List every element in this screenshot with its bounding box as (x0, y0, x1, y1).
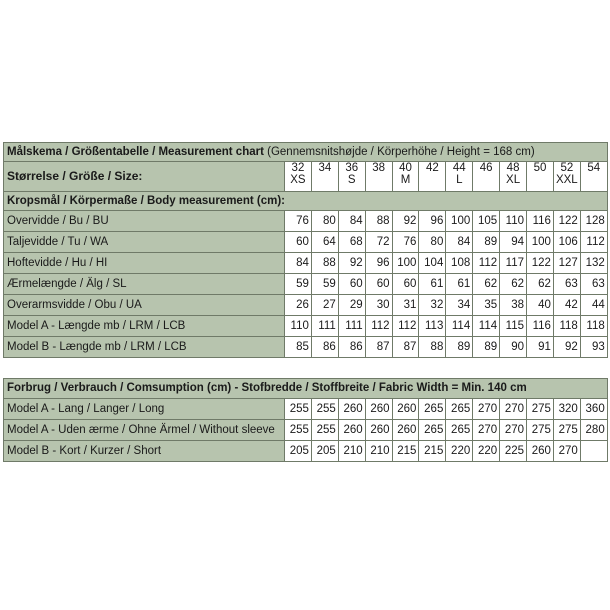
size-column-header (527, 162, 554, 192)
value-cell: 84 (338, 211, 365, 232)
value-cell: 280 (580, 420, 607, 441)
value-cell: 89 (473, 232, 500, 253)
value-cell: 210 (365, 441, 392, 462)
value-cell: 89 (473, 337, 500, 358)
value-cell: 88 (419, 337, 446, 358)
value-cell: 270 (500, 420, 527, 441)
size-column-header (285, 162, 312, 192)
size-number: 50 (533, 162, 547, 174)
value-cell: 118 (580, 316, 607, 337)
row-label: Hoftevidde / Hu / HI (4, 253, 285, 274)
value-cell: 112 (365, 316, 392, 337)
value-cell: 255 (311, 420, 338, 441)
value-cell: 84 (446, 232, 473, 253)
value-cell: 100 (527, 232, 554, 253)
measurement-table (3, 142, 608, 358)
value-cell: 42 (553, 295, 580, 316)
value-cell: 30 (365, 295, 392, 316)
value-cell: 128 (580, 211, 607, 232)
size-letter: XL (506, 174, 521, 186)
value-cell: 68 (338, 232, 365, 253)
value-cell: 105 (473, 211, 500, 232)
body-measurement-header: Kropsmål / Körpermaße / Body measurement (cm): (4, 192, 608, 211)
value-cell: 62 (527, 274, 554, 295)
value-cell: 111 (338, 316, 365, 337)
value-cell: 118 (553, 316, 580, 337)
value-cell: 112 (473, 253, 500, 274)
value-cell: 88 (311, 253, 338, 274)
size-column-header (553, 162, 580, 192)
value-cell: 260 (392, 399, 419, 420)
value-cell: 275 (527, 420, 554, 441)
value-cell: 220 (473, 441, 500, 462)
value-cell: 87 (392, 337, 419, 358)
value-cell: 93 (580, 337, 607, 358)
table-row (4, 337, 608, 358)
value-cell: 270 (500, 399, 527, 420)
value-cell: 132 (580, 253, 607, 274)
size-column-header (446, 162, 473, 192)
value-cell: 112 (392, 316, 419, 337)
value-cell: 59 (285, 274, 312, 295)
value-cell: 63 (580, 274, 607, 295)
table-row (4, 274, 608, 295)
value-cell: 215 (392, 441, 419, 462)
size-column-header (311, 162, 338, 192)
value-cell: 110 (285, 316, 312, 337)
value-cell: 92 (553, 337, 580, 358)
row-label: Model A - Længde mb / LRM / LCB (4, 316, 285, 337)
value-cell: 205 (311, 441, 338, 462)
measurement-title: Målskema / Größentabelle / Measurement chart (7, 145, 264, 158)
size-number: 52 (560, 162, 574, 174)
size-number: 42 (426, 162, 439, 174)
value-cell: 64 (311, 232, 338, 253)
value-cell: 86 (338, 337, 365, 358)
size-number: 38 (372, 162, 386, 174)
value-cell: 31 (392, 295, 419, 316)
value-cell: 60 (365, 274, 392, 295)
value-cell: 61 (419, 274, 446, 295)
value-cell: 62 (473, 274, 500, 295)
table-row (4, 399, 608, 420)
size-number: 48 (506, 162, 520, 174)
value-cell: 85 (285, 337, 312, 358)
row-label: Taljevidde / Tu / WA (4, 232, 285, 253)
height-note: (Gennemsnitshøjde / Körperhöhe / Height = 168 cm) (267, 145, 535, 158)
value-cell: 40 (527, 295, 554, 316)
value-cell: 92 (392, 211, 419, 232)
size-column-header (392, 162, 419, 192)
measurement-title-cell (4, 143, 608, 162)
value-cell: 255 (285, 399, 312, 420)
value-cell: 100 (392, 253, 419, 274)
value-cell: 92 (338, 253, 365, 274)
size-letter: M (400, 174, 411, 186)
value-cell: 63 (553, 274, 580, 295)
row-label: Model A - Uden ærme / Ohne Ärmel / Without sleeve (4, 420, 285, 441)
table-row (4, 253, 608, 274)
size-column-header (419, 162, 446, 192)
value-cell: 88 (365, 211, 392, 232)
row-label: Overarmsvidde / Obu / UA (4, 295, 285, 316)
value-cell: 104 (419, 253, 446, 274)
value-cell: 117 (500, 253, 527, 274)
value-cell: 122 (527, 253, 554, 274)
value-cell: 111 (311, 316, 338, 337)
value-cell: 60 (392, 274, 419, 295)
value-cell: 114 (446, 316, 473, 337)
size-number: 46 (479, 162, 493, 174)
value-cell: 110 (500, 211, 527, 232)
value-cell: 265 (419, 420, 446, 441)
value-cell: 115 (500, 316, 527, 337)
table-row (4, 232, 608, 253)
value-cell: 210 (338, 441, 365, 462)
size-column-header (365, 162, 392, 192)
value-cell: 26 (285, 295, 312, 316)
size-column-header (338, 162, 365, 192)
value-cell: 255 (311, 399, 338, 420)
table-row (4, 316, 608, 337)
size-letter: S (347, 174, 356, 186)
value-cell: 320 (553, 399, 580, 420)
value-cell: 260 (338, 399, 365, 420)
value-cell: 76 (285, 211, 312, 232)
row-label: Model B - Kort / Kurzer / Short (4, 441, 285, 462)
row-label: Model A - Lang / Langer / Long (4, 399, 285, 420)
value-cell: 59 (311, 274, 338, 295)
row-label: Ærmelængde / Älg / SL (4, 274, 285, 295)
size-number: 36 (345, 162, 359, 174)
table-row (4, 441, 608, 462)
value-cell: 265 (446, 399, 473, 420)
size-column-header (500, 162, 527, 192)
value-cell (580, 441, 607, 462)
value-cell: 106 (553, 232, 580, 253)
size-column-header (473, 162, 500, 192)
value-cell: 220 (446, 441, 473, 462)
value-cell: 87 (365, 337, 392, 358)
value-cell: 80 (419, 232, 446, 253)
value-cell: 265 (419, 399, 446, 420)
consumption-title: Forbrug / Verbrauch / Comsumption (cm) - Stofbredde / Stoffbreite / Fabric Width = Min. 140 cm (4, 379, 608, 399)
value-cell: 38 (500, 295, 527, 316)
value-cell: 260 (527, 441, 554, 462)
size-number: 54 (587, 162, 601, 174)
size-number: 40 (399, 162, 412, 174)
table-row (4, 420, 608, 441)
value-cell: 91 (527, 337, 554, 358)
value-cell: 270 (473, 420, 500, 441)
value-cell: 61 (446, 274, 473, 295)
size-label: Størrelse / Größe / Size: (4, 162, 285, 192)
value-cell: 270 (553, 441, 580, 462)
size-number: 44 (452, 162, 466, 174)
value-cell: 122 (553, 211, 580, 232)
value-cell: 205 (285, 441, 312, 462)
value-cell: 275 (553, 420, 580, 441)
value-cell: 270 (473, 399, 500, 420)
value-cell: 34 (446, 295, 473, 316)
value-cell: 215 (419, 441, 446, 462)
value-cell: 84 (285, 253, 312, 274)
value-cell: 96 (365, 253, 392, 274)
value-cell: 265 (446, 420, 473, 441)
size-letter: L (456, 174, 463, 186)
value-cell: 86 (311, 337, 338, 358)
table-row (4, 211, 608, 232)
value-cell: 114 (473, 316, 500, 337)
value-cell: 116 (527, 211, 554, 232)
value-cell: 96 (419, 211, 446, 232)
size-number: 34 (318, 162, 332, 174)
size-column-header (580, 162, 607, 192)
value-cell: 260 (392, 420, 419, 441)
value-cell: 108 (446, 253, 473, 274)
size-number: 32 (291, 162, 305, 174)
value-cell: 72 (365, 232, 392, 253)
value-cell: 90 (500, 337, 527, 358)
value-cell: 255 (285, 420, 312, 441)
value-cell: 112 (580, 232, 607, 253)
value-cell: 80 (311, 211, 338, 232)
value-cell: 35 (473, 295, 500, 316)
value-cell: 32 (419, 295, 446, 316)
value-cell: 60 (338, 274, 365, 295)
consumption-table (3, 378, 608, 462)
row-label: Model B - Længde mb / LRM / LCB (4, 337, 285, 358)
value-cell: 94 (500, 232, 527, 253)
value-cell: 360 (580, 399, 607, 420)
value-cell: 127 (553, 253, 580, 274)
value-cell: 260 (365, 420, 392, 441)
size-letter: XXL (555, 174, 578, 186)
value-cell: 44 (580, 295, 607, 316)
value-cell: 29 (338, 295, 365, 316)
value-cell: 76 (392, 232, 419, 253)
value-cell: 100 (446, 211, 473, 232)
value-cell: 225 (500, 441, 527, 462)
value-cell: 89 (446, 337, 473, 358)
value-cell: 260 (365, 399, 392, 420)
value-cell: 60 (285, 232, 312, 253)
value-cell: 260 (338, 420, 365, 441)
value-cell: 275 (527, 399, 554, 420)
value-cell: 113 (419, 316, 446, 337)
size-letter: XS (290, 174, 306, 186)
value-cell: 116 (527, 316, 554, 337)
value-cell: 27 (311, 295, 338, 316)
row-label: Overvidde / Bu / BU (4, 211, 285, 232)
value-cell: 62 (500, 274, 527, 295)
table-row (4, 295, 608, 316)
